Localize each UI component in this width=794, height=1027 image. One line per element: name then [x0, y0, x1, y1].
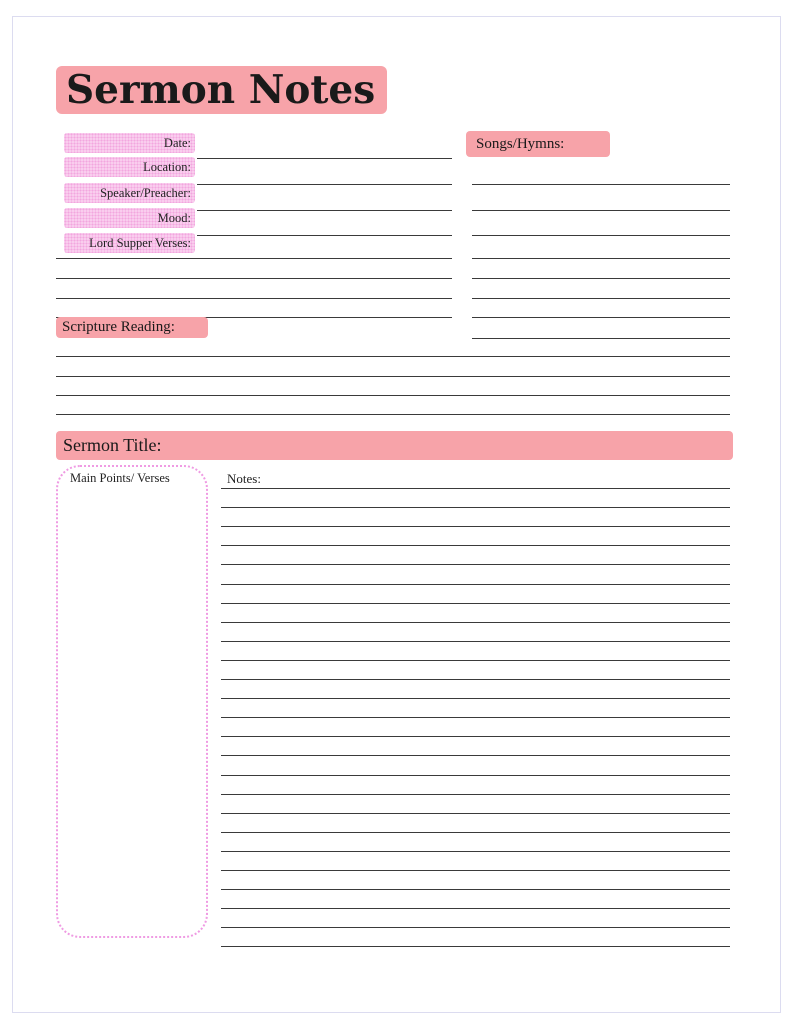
notes-line[interactable] — [221, 755, 730, 756]
location-label: Location: — [64, 157, 195, 177]
songs-line[interactable] — [472, 235, 730, 236]
songs-line[interactable] — [472, 278, 730, 279]
songs-line[interactable] — [472, 338, 730, 339]
notes-line[interactable] — [221, 698, 730, 699]
notes-line[interactable] — [221, 679, 730, 680]
location-field[interactable] — [197, 184, 452, 185]
notes-label: Notes: — [227, 471, 261, 486]
date-label: Date: — [64, 133, 195, 153]
speaker-field[interactable] — [197, 210, 452, 211]
notes-line[interactable] — [221, 775, 730, 776]
songs-hymns-label: Songs/Hymns: — [466, 131, 610, 157]
notes-line[interactable] — [221, 526, 730, 527]
notes-line[interactable] — [221, 717, 730, 718]
songs-line[interactable] — [472, 258, 730, 259]
notes-line[interactable] — [221, 660, 730, 661]
notes-line[interactable] — [221, 622, 730, 623]
notes-line[interactable] — [221, 832, 730, 833]
notes-line[interactable] — [221, 813, 730, 814]
sermon-title-label: Sermon Title: — [56, 431, 733, 460]
songs-line[interactable] — [472, 184, 730, 185]
notes-line[interactable] — [221, 870, 730, 871]
lord-supper-line[interactable] — [56, 298, 452, 299]
notes-line[interactable] — [221, 736, 730, 737]
notes-line[interactable] — [221, 603, 730, 604]
notes-line[interactable] — [221, 946, 730, 947]
songs-line[interactable] — [472, 298, 730, 299]
main-points-label: Main Points/ Verses — [70, 471, 170, 485]
notes-line[interactable] — [221, 927, 730, 928]
songs-line[interactable] — [472, 210, 730, 211]
scripture-line[interactable] — [56, 395, 730, 396]
lord-supper-field[interactable] — [56, 258, 452, 259]
mood-label: Mood: — [64, 208, 195, 228]
notes-line[interactable] — [221, 889, 730, 890]
lord-supper-label: Lord Supper Verses: — [64, 233, 195, 253]
scripture-line[interactable] — [56, 356, 730, 357]
songs-line[interactable] — [472, 317, 730, 318]
notes-line[interactable] — [221, 507, 730, 508]
notes-line[interactable] — [221, 851, 730, 852]
lord-supper-line[interactable] — [56, 278, 452, 279]
scripture-reading-label: Scripture Reading: — [56, 317, 208, 338]
notes-line[interactable] — [221, 488, 730, 489]
scripture-line[interactable] — [56, 414, 730, 415]
notes-line[interactable] — [221, 545, 730, 546]
scripture-line[interactable] — [56, 376, 730, 377]
mood-field[interactable] — [197, 235, 452, 236]
notes-line[interactable] — [221, 794, 730, 795]
date-field[interactable] — [197, 158, 452, 159]
speaker-label: Speaker/Preacher: — [64, 183, 195, 203]
notes-line[interactable] — [221, 641, 730, 642]
notes-line[interactable] — [221, 564, 730, 565]
notes-line[interactable] — [221, 908, 730, 909]
notes-line[interactable] — [221, 584, 730, 585]
page-title: Sermon Notes — [56, 66, 387, 114]
main-points-box[interactable] — [56, 465, 208, 938]
